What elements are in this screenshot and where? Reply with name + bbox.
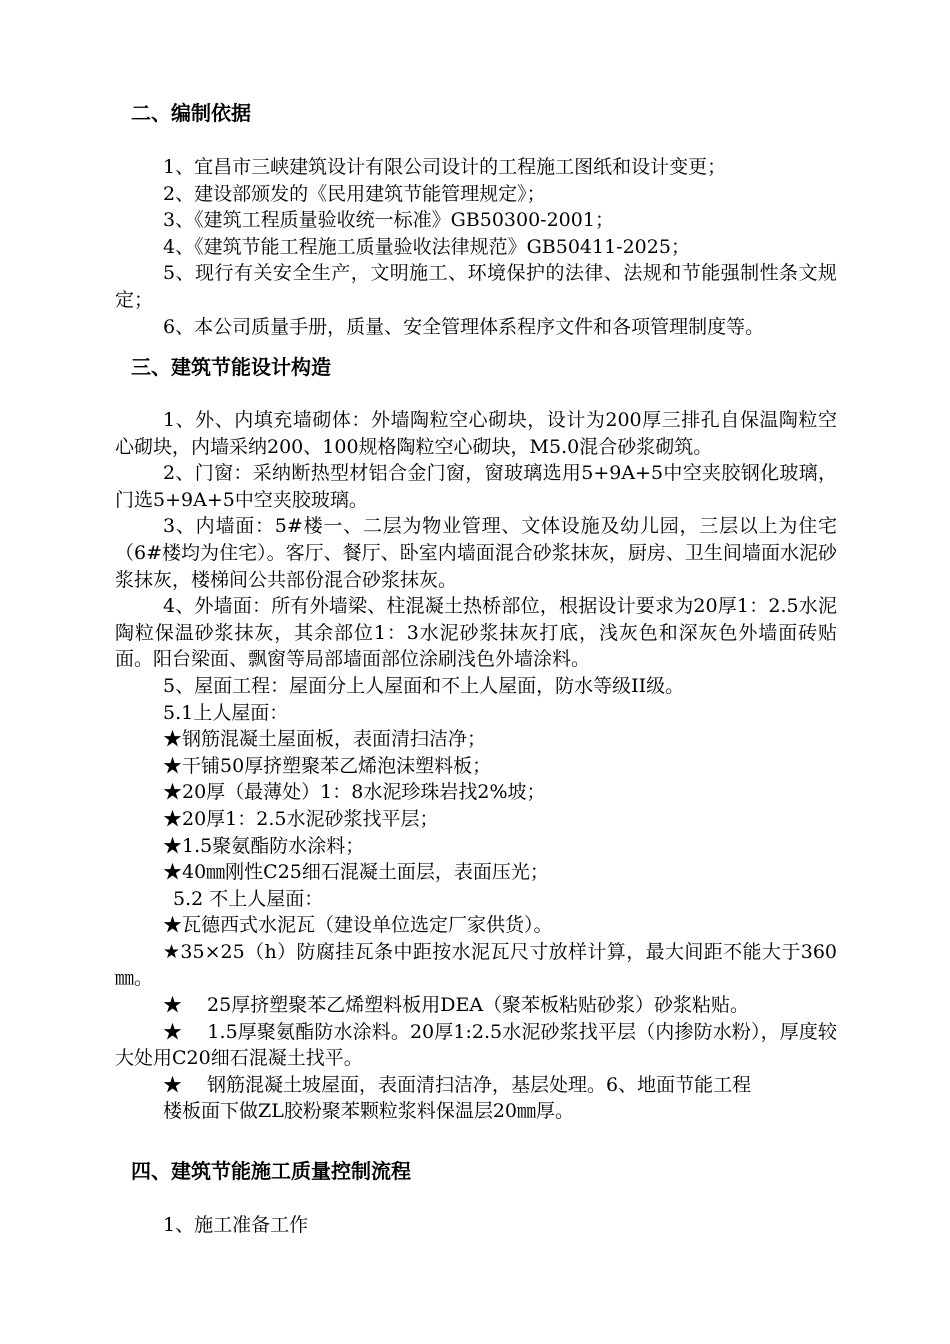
list-item: 5.1上人屋面：: [163, 701, 289, 724]
paragraph: 楼板面下做ZL胶粉聚苯颗粒浆料保温层20㎜厚。: [163, 1100, 574, 1123]
paragraph: 5、现行有关安全生产，文明施工、环境保护的法律、法规和节能强制性条文规定；: [115, 262, 837, 311]
list-item: ★ 25厚挤塑聚苯乙烯塑料板用DEA（聚苯板粘贴砂浆）砂浆粘贴。: [163, 994, 750, 1017]
paragraph: 2、建设部颁发的《民用建筑节能管理规定》；: [163, 182, 546, 205]
list-item: ★ 1.5厚聚氨酯防水涂料。20厚1:2.5水泥砂浆找平层（内掺防水粉），厚度较大处用C20细石混凝土找平。: [115, 1020, 837, 1070]
list-item: 5.2 不上人屋面：: [173, 887, 324, 910]
section-2-body: [115, 154, 837, 340]
list-item: ★40㎜刚性C25细石混凝土面层，表面压光；: [163, 861, 549, 884]
list-item: ★ 钢筋混凝土坡屋面，表面清扫洁净，基层处理。6、地面节能工程: [163, 1073, 752, 1096]
paragraph: 4、外墙面：所有外墙梁、柱混凝土热桥部位，根据设计要求为20厚1：2.5水泥陶粒保温砂浆抹灰，其余部位1：3水泥砂浆抹灰打底，浅灰色和深灰色外墙面砖贴面。阳台梁面、飘窗等局部墙面部位涂刷浅色外墙涂料。: [115, 595, 837, 671]
list-item: ★20厚1：2.5水泥砂浆找平层；: [163, 807, 439, 830]
paragraph: 6、本公司质量手册，质量、安全管理体系程序文件和各项管理制度等。: [163, 315, 765, 338]
section-2-heading: 二、编制依据: [131, 101, 251, 125]
paragraph: 3、《建筑工程质量验收统一标准》GB50300-2001；: [163, 209, 614, 232]
paragraph: 5、屋面工程：屋面分上人屋面和不上人屋面，防水等级II级。: [163, 674, 685, 697]
paragraph: 4、《建筑节能工程施工质量验收法律规范》GB50411-2025；: [163, 235, 690, 258]
paragraph: 2、门窗：采纳断热型材铝合金门窗，窗玻璃选用5+9A+5中空夹胶钢化玻璃，门选5+9A+5中空夹胶玻璃。: [115, 462, 837, 511]
section-4-heading: 四、建筑节能施工质量控制流程: [131, 1159, 411, 1183]
section-3-body: [115, 407, 837, 1125]
list-item: ★20厚（最薄处）1：8水泥珍珠岩找2%坡；: [163, 781, 546, 804]
list-item: ★钢筋混凝土屋面板，表面清扫洁净；: [163, 728, 487, 751]
paragraph: 1、施工准备工作: [163, 1214, 309, 1236]
paragraph: 1、外、内填充墙砌体：外墙陶粒空心砌块，设计为200厚三排孔自保温陶粒空心砌块，内墙采纳200、100规格陶粒空心砌块，M5.0混合砂浆砌筑。: [115, 409, 837, 458]
paragraph: 3、内墙面：5#楼一、二层为物业管理、文体设施及幼儿园，三层以上为住宅（6#楼均为住宅）。客厅、餐厅、卧室内墙面混合砂浆抹灰，厨房、卫生间墙面水泥砂浆抹灰，楼梯间公共部份混合砂浆抹灰。: [115, 515, 837, 591]
list-item: ★1.5聚氨酯防水涂料；: [163, 834, 365, 857]
list-item: ★35×25（h）防腐挂瓦条中距按水泥瓦尺寸放样计算，最大间距不能大于360㎜。: [115, 940, 837, 990]
section-4-body: [115, 1212, 837, 1239]
paragraph: 1、宜昌市三峡建筑设计有限公司设计的工程施工图纸和设计变更；: [163, 156, 727, 178]
list-item: ★瓦德西式水泥瓦（建设单位选定厂家供货）。: [163, 914, 553, 937]
list-item: ★干铺50厚挤塑聚苯乙烯泡沫塑料板；: [163, 754, 492, 777]
section-3-heading: 三、建筑节能设计构造: [131, 355, 331, 379]
